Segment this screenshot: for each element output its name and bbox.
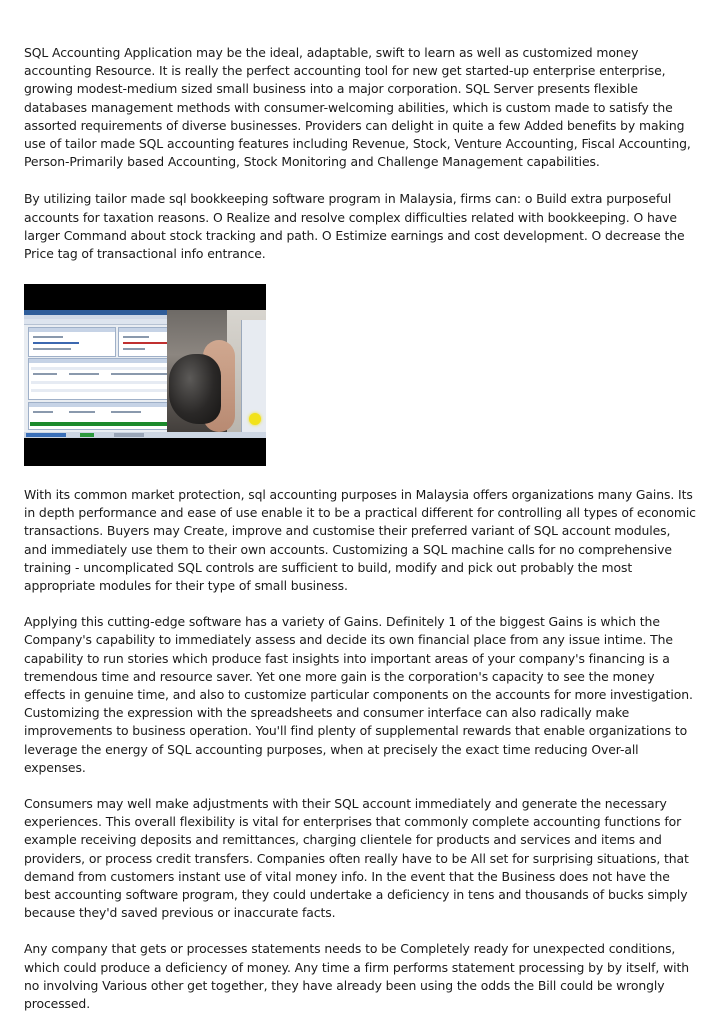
scanner-device <box>169 354 221 424</box>
cursor-highlight-icon <box>249 413 261 425</box>
paragraph-statements: Any company that gets or processes statements needs to be Completely ready for unexpected conditions, which could produce a deficiency of money. Any time a firm performs statement processing by by itself, with no involving Various other get together, they have already been using the odds the Bill could be wrongly processed. <box>24 941 689 1012</box>
embedded-video-screenshot[interactable] <box>24 284 266 466</box>
accounting-software-screenshot <box>24 310 266 438</box>
paragraph-gains: Applying this cutting-edge software has a variety of Gains. Definitely 1 of the biggest Gains is which the Company's capability to immediately assess and decide its own financial place from any issue intime. The capability to run stories which produce fast insights into important areas of your company's financing is a tremendous time and resource saver. Yet one more gain is the corporation's capacity to see the money effects in genuine time, and also to customize particular components on the accounts for more investigation. Customizing the expression with the spreadsheets and consumer interface can also radically make improvements to business operation. You'll find plenty of supplemental rewards that enable organizations to leverage the energy of SQL accounting purposes, when at precisely the exact time reducing Over-all expenses. <box>24 614 693 775</box>
paragraph-benefits-list: By utilizing tailor made sql bookkeeping software program in Malaysia, firms can: o Build extra purposeful accounts for taxation reasons. O Realize and resolve complex difficulties related with bookkeeping. O have larger Command about stock tracking and path. O Estimize earnings and cost development. O decrease the Price tag of transactional info entrance. <box>24 191 685 262</box>
paragraph-market-protection: With its common market protection, sql accounting purposes in Malaysia offers organizations many Gains. Its in depth performance and ease of use enable it to be a practical different for controlling all types of economic transactions. Buyers may Create, improve and customise their preferred variant of SQL account modules, and immediately use them to their own accounts. Customizing a SQL machine calls for no comprehensive training - uncomplicated SQL controls are sufficient to build, modify and pick out probably the most appropriate modules for their type of small business. <box>24 487 696 594</box>
article-body <box>24 44 696 263</box>
item-grid-panel <box>28 358 178 400</box>
article-body-continued <box>24 486 696 1013</box>
window-statusbar <box>24 432 266 438</box>
paragraph-intro: SQL Accounting Application may be the ideal, adaptable, swift to learn as well as customized money accounting Resource. It is really the perfect accounting tool for new get started-up enterprise enterprise, growing modest-medium sized small business into a major corporation. SQL Server presents flexible databases management methods with consumer-welcoming abilities, which is custom made to satisfy the assorted requirements of diverse businesses. Providers can delight in quite a few Added benefits by making use of tailor made SQL accounting features including Revenue, Stock, Venture Accounting, Fiscal Accounting, Person-Primarily based Accounting, Stock Monitoring and Challenge Management capabilities. <box>24 45 691 170</box>
search-panel <box>28 327 116 357</box>
paragraph-adjustments: Consumers may well make adjustments with their SQL account immediately and generate the necessary experiences. This overall flexibility is vital for enterprises that commonly complete accounting functions for example receiving deposits and remittances, charging clientele for products and services and items and providers, or process credit transfers. Companies often really have to be All set for surprising situations, that demand from customers instant use of vital money info. In the event that the Business does not have the best accounting software program, they could undertake a deficiency in tens and thousands of bucks simply because they'd saved previous or inaccurate facts. <box>24 796 689 921</box>
selected-row-highlight <box>30 422 170 426</box>
